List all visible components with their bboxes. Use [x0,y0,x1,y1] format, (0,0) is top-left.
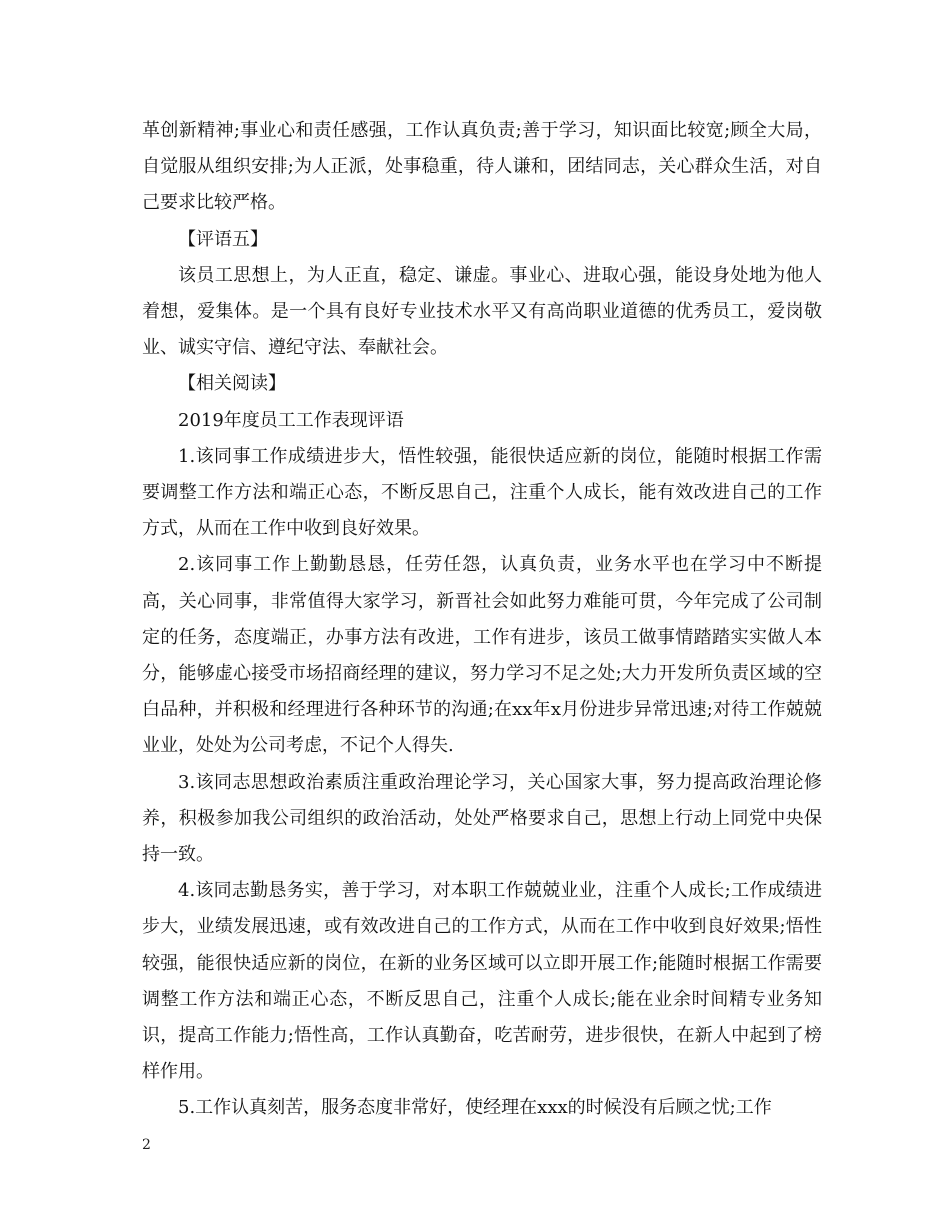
list-item-5: 5.工作认真刻苦，服务态度非常好，使经理在xxx的时候没有后顾之忧;工作 [178,1097,772,1119]
list-item-1: 1.该同事工作成绩进步大，悟性较强，能很快适应新的岗位，能随时根据工作需要调整工作方法和端正心态，不断反思自己，注重个人成长，能有效改进自己的工作方式，从而在工作中收到良好效果。 [142,445,822,540]
page-number: 2 [142,1137,151,1153]
paragraph-review-five: 该员工思想上，为人正直，稳定、谦虚。事业心、进取心强，能设身处地为他人着想，爱集体。是一个具有良好专业技术水平又有高尚职业道德的优秀员工，爱岗敬业、诚实守信、遵纪守法、奉献社会。 [142,264,822,359]
section-heading-related-reading: 【相关阅读】 [178,373,286,395]
section-heading-review-five: 【评语五】 [178,228,268,250]
document-body [142,113,822,1127]
list-item-4: 4.该同志勤恳务实，善于学习，对本职工作兢兢业业，注重个人成长;工作成绩进步大，业绩发展迅速，或有效改进自己的工作方式，从而在工作中收到良好效果;悟性较强，能很快适应新的岗位，在新的业务区域可以立即开展工作;能随时根据工作需要调整工作方法和端正心态，不断反思自己，注重个人成长;能在业余时间精专业务知识，提高工作能力;悟性高，工作认真勤奋，吃苦耐劳，进步很快，在新人中起到了榜样作用。 [142,880,822,1083]
list-item-2: 2.该同事工作上勤勤恳恳，任劳任怨，认真负责，业务水平也在学习中不断提高，关心同事，非常值得大家学习，新晋社会如此努力难能可贯，今年完成了公司制定的任务，态度端正，办事方法有改进，工作有进步，该员工做事情踏踏实实做人本分，能够虚心接受市场招商经理的建议，努力学习不足之处;大力开发所负责区域的空白品种，并积极和经理进行各种环节的沟通;在xx年x月份进步异常迅速;对待工作兢兢业业，处处为公司考虑，不记个人得失. [142,554,822,757]
paragraph-continuation: 革创新精神;事业心和责任感强，工作认真负责;善于学习，知识面比较宽;顾全大局，自觉服从组织安排;为人正派，处事稳重，待人谦和，团结同志，关心群众生活，对自己要求比较严格。 [142,120,822,214]
subtitle-annual-review: 2019年度员工工作表现评语 [178,409,404,431]
list-item-3: 3.该同志思想政治素质注重政治理论学习，关心国家大事，努力提高政治理论修养，积极参加我公司组织的政治活动，处处严格要求自己，思想上行动上同党中央保持一致。 [142,771,822,866]
